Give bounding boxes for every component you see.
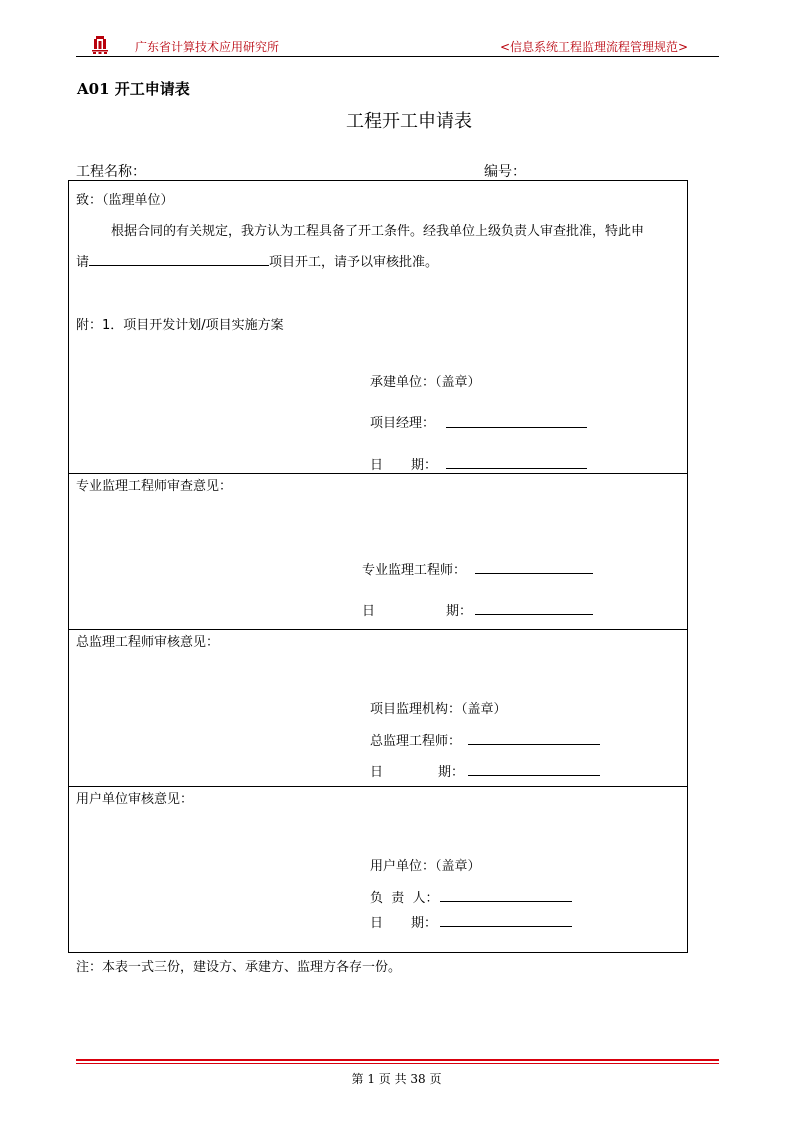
- responsible-person-label: 负 责 人：: [370, 891, 439, 906]
- body-prefix: 请: [76, 255, 90, 270]
- footer-rule-thick: [76, 1059, 719, 1061]
- specialist-date-char2: 期：: [446, 604, 473, 619]
- specialist-engineer-signature-line[interactable]: [475, 573, 593, 574]
- chief-review-title: 总监理工程师审核意见：: [76, 635, 220, 650]
- project-name-label: 工程名称：: [76, 164, 146, 180]
- form-code-title: A01 开工申请表: [77, 80, 190, 98]
- date-label-char1: 日: [370, 458, 384, 473]
- specialist-date-char1: 日: [362, 604, 376, 619]
- user-date-line[interactable]: [440, 926, 572, 927]
- page-number: 第 1 页 共 38 页: [351, 1072, 442, 1086]
- chief-engineer-label: 总监理工程师：: [370, 734, 462, 749]
- specialist-review-section: [68, 473, 688, 630]
- header-organization: 广东省计算技术应用研究所: [135, 40, 280, 54]
- application-body-line2: [76, 251, 438, 270]
- form-note: 注：本表一式三份，建设方、承建方、监理方各存一份。: [76, 960, 402, 975]
- specialist-review-title: 专业监理工程师审查意见：: [76, 479, 233, 494]
- specialist-engineer-label: 专业监理工程师：: [362, 563, 467, 578]
- project-manager-label: 项目经理：: [370, 416, 436, 431]
- user-review-title: 用户单位审核意见：: [76, 792, 194, 807]
- number-label: 编号：: [484, 164, 526, 180]
- supervision-org-seal-label: 项目监理机构：（盖章）: [370, 702, 507, 717]
- header-rule: [76, 56, 719, 57]
- project-manager-signature-line[interactable]: [446, 427, 587, 428]
- institute-logo-icon: [92, 36, 108, 54]
- user-date-char2: 期：: [411, 916, 438, 931]
- user-date-char1: 日: [370, 916, 384, 931]
- addressee-text: 致：（监理单位）: [76, 193, 174, 208]
- chief-date-line[interactable]: [468, 775, 600, 776]
- chief-engineer-signature-line[interactable]: [468, 744, 600, 745]
- application-body-line1: 根据合同的有关规定，我方认为工程具备了开工条件。经我单位上级负责人审查批准，特此申: [111, 224, 645, 239]
- footer-rule-thin: [76, 1063, 719, 1064]
- body-suffix: 项目开工，请予以审核批准。: [269, 255, 439, 270]
- project-blank-line[interactable]: [89, 253, 269, 266]
- header-document-title: <信息系统工程监理流程管理规范>: [500, 40, 689, 54]
- user-unit-seal-label: 用户单位：（盖章）: [370, 859, 481, 874]
- chief-date-char2: 期：: [438, 765, 465, 780]
- date-label-char2: 期：: [411, 458, 438, 473]
- contractor-seal-label: 承建单位：（盖章）: [370, 375, 481, 390]
- responsible-person-signature-line[interactable]: [440, 901, 572, 902]
- chief-date-char1: 日: [370, 765, 384, 780]
- contractor-date-line[interactable]: [446, 468, 587, 469]
- specialist-date-line[interactable]: [475, 614, 593, 615]
- form-title: 工程开工申请表: [346, 111, 472, 132]
- attachment-text: 附：1．项目开发计划/项目实施方案: [76, 318, 284, 333]
